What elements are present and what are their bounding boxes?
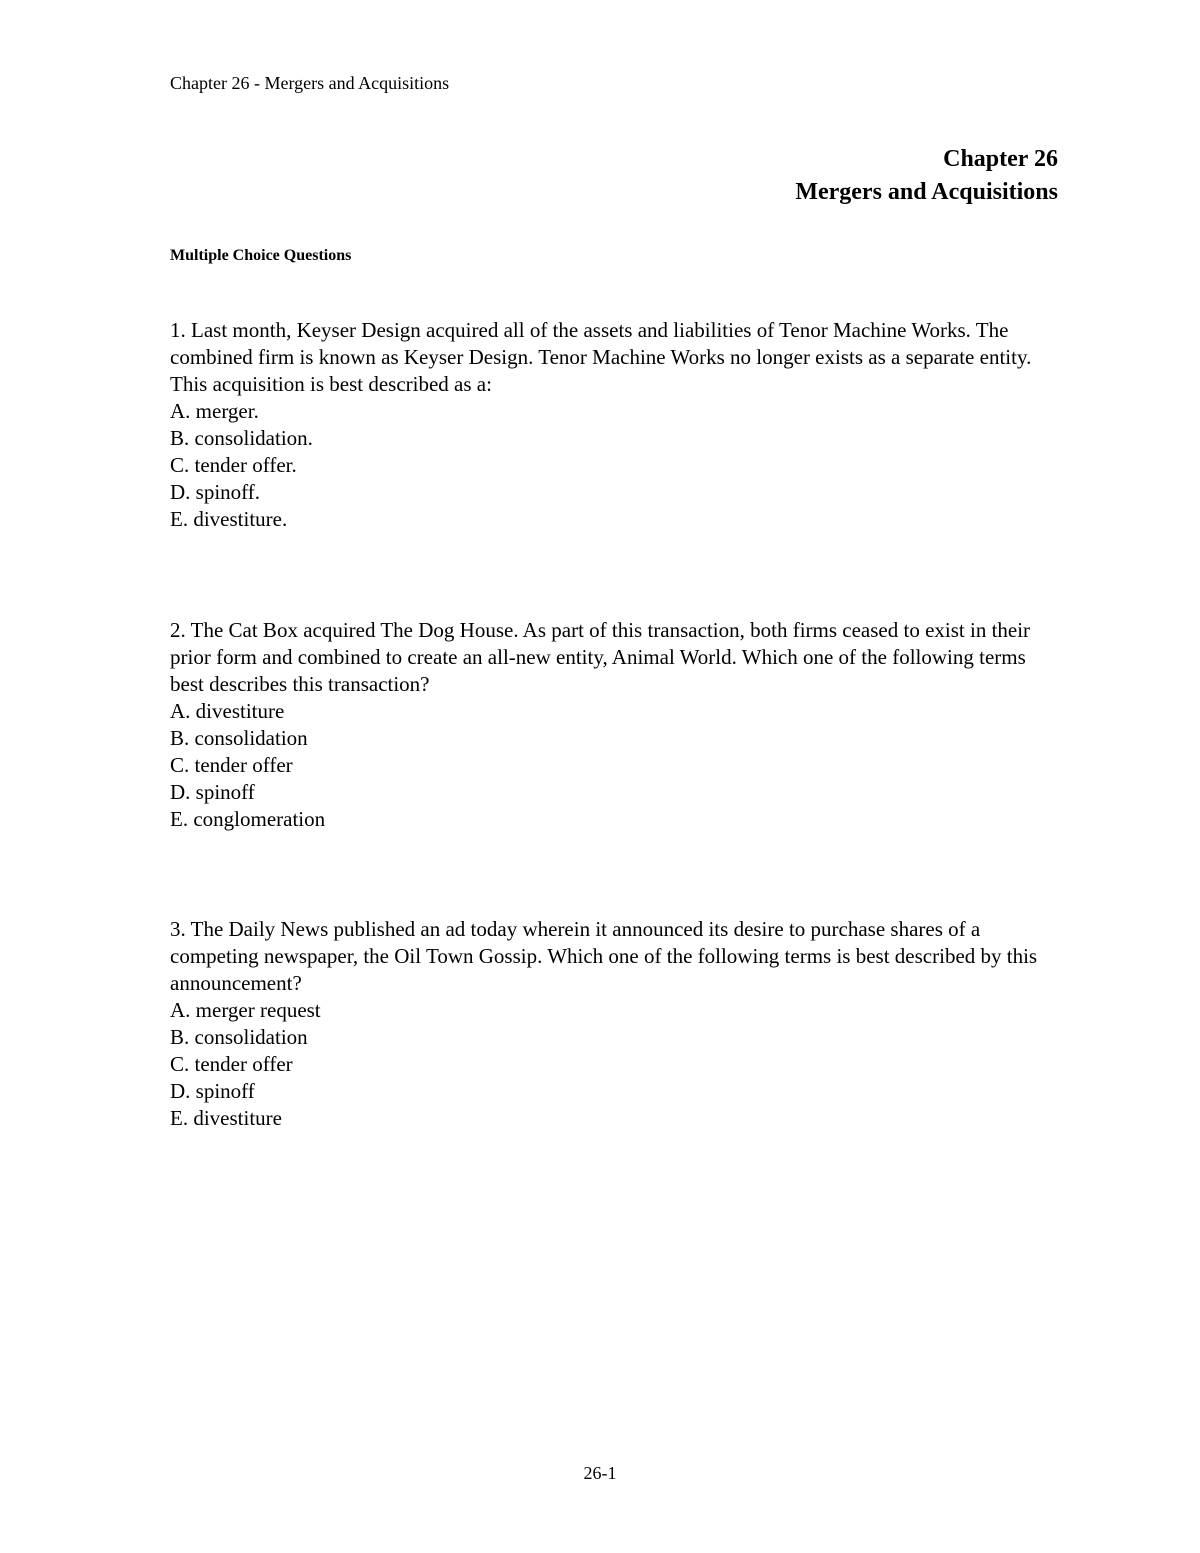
answer-option: B. consolidation <box>170 1025 308 1049</box>
answer-option: D. spinoff. <box>170 480 261 504</box>
question-stem: 2. The Cat Box acquired The Dog House. As part of this transaction, both firms ceased to exist in their prior form and combined to create an all-new entity, Animal World. Which one of the following terms best describes this transaction? <box>170 618 1031 696</box>
answer-option: C. tender offer <box>170 753 293 777</box>
question-3 <box>170 916 1060 1132</box>
answer-option: B. consolidation <box>170 726 308 750</box>
chapter-title-block <box>795 143 1058 209</box>
page-number: 26-1 <box>583 1463 617 1483</box>
answer-option: A. merger request <box>170 998 321 1022</box>
question-1 <box>170 317 1060 533</box>
chapter-subject: Mergers and Acquisitions <box>795 179 1058 205</box>
running-header: Chapter 26 - Mergers and Acquisitions <box>170 73 450 93</box>
answer-option: E. conglomeration <box>170 807 326 831</box>
question-stem: 1. Last month, Keyser Design acquired all of the assets and liabilities of Tenor Machine Works. The combined firm is known as Keyser Design. Tenor Machine Works no longer exists as a separate entity. This acquisition is best described as a: <box>170 318 1032 396</box>
answer-option: C. tender offer <box>170 1052 293 1076</box>
answer-option: E. divestiture <box>170 1106 282 1130</box>
question-2 <box>170 617 1060 833</box>
answer-option: C. tender offer. <box>170 453 297 477</box>
answer-option: D. spinoff <box>170 1079 255 1103</box>
answer-option: E. divestiture. <box>170 507 288 531</box>
answer-option: A. merger. <box>170 399 259 423</box>
question-stem: 3. The Daily News published an ad today wherein it announced its desire to purchase shares of a competing newspaper, the Oil Town Gossip. Which one of the following terms is best described by this announcement? <box>170 917 1038 995</box>
answer-option: D. spinoff <box>170 780 255 804</box>
section-heading: Multiple Choice Questions <box>170 247 352 264</box>
answer-option: B. consolidation. <box>170 426 313 450</box>
chapter-number: Chapter 26 <box>943 146 1058 172</box>
answer-option: A. divestiture <box>170 699 285 723</box>
